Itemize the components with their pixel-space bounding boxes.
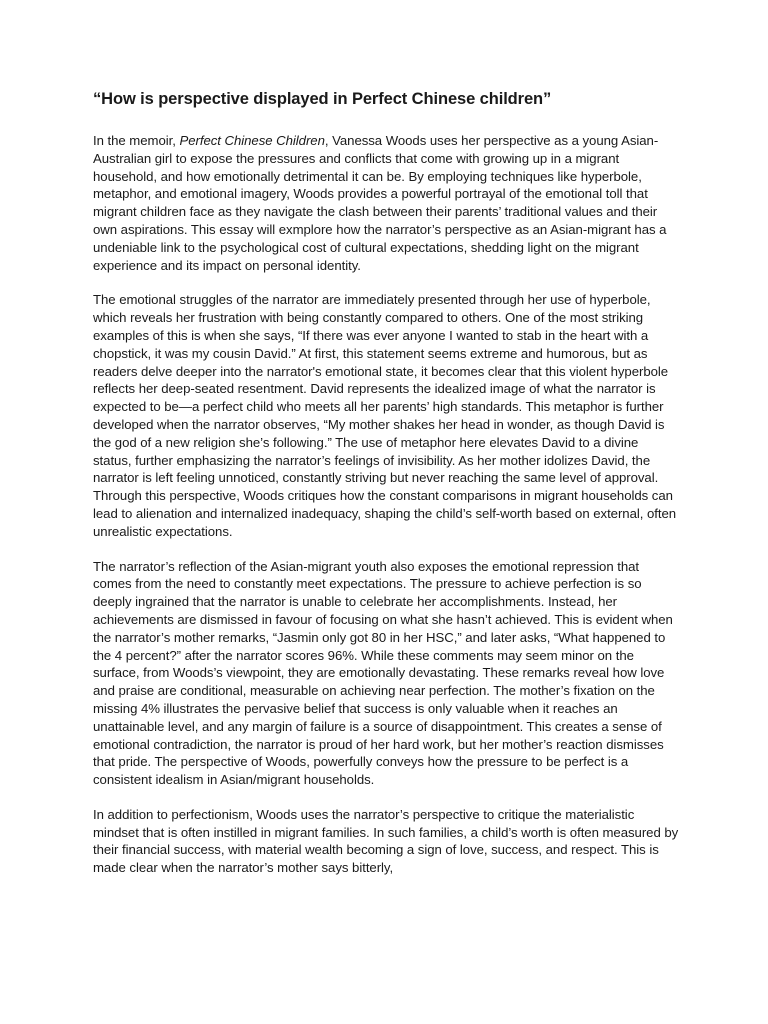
paragraph-hyperbole: The emotional struggles of the narrator are immediately presented through her use of hyperbole, which reveals her frustration with being constantly compared to others. One of the most striking examples of this is when she says, “If there was ever anyone I wanted to stab in the heart with a chopstick, it was my cousin David.” At first, this statement seems extreme and humorous, but as readers delve deeper into the narrator's emotional state, it becomes clear that this violent hyperbole reflects her deep-seated resentment. David represents the idealized image of what the narrator is expected to be—a perfect child who meets all her parents’ high standards. This metaphor is further developed when the narrator observes, “My mother shakes her head in wonder, as though David is the god of a new religion she’s following.” The use of metaphor here elevates David to a divine status, further emphasizing the narrator’s feelings of invisibility. As her mother idolizes David, the narrator is left feeling unnoticed, constantly striving but never reaching the same level of approval. Through this perspective, Woods critiques how the constant comparisons in migrant households can lead to alienation and internalized inadequacy, shaping the child’s self-worth based on external, often unrealistic expectations.	[93, 292, 677, 539]
paragraph-introduction	[93, 132, 679, 274]
paragraph-1-body: , Vanessa Woods uses her perspective as a young Asian-Australian girl to expose the pressures and conflicts that come with growing up in a migrant household, and how emotionally detrimental it can be. By employing techniques like hyperbole, metaphor, and emotional imagery, Woods provides a powerful portrayal of the emotional toll that migrant children face as they navigate the clash between their parents’ traditional values and their own aspirations. This essay will exmplore how the narrator’s perspective as an Asian-migrant has a undeniable link to the psychological cost of cultural expectations, shedding light on the migrant experience and its impact on personal identity.	[93, 133, 667, 273]
paragraph-emotional-repression: The narrator’s reflection of the Asian-migrant youth also exposes the emotional repression that comes from the need to constantly meet expectations. The pressure to achieve perfection is so deeply ingrained that the narrator is unable to celebrate her accomplishments. Instead, her achievements are dismissed in favour of focusing on what she hasn’t achieved. This is evident when the narrator’s mother remarks, “Jasmin only got 80 in her HSC,” and later asks, “What happened to the 4 percent?” after the narrator scores 96%. While these comments may seem minor on the surface, from Woods’s viewpoint, they are emotionally devastating. These remarks reveal how love and praise are conditional, measurable on achieving near perfection. The mother’s fixation on the missing 4% illustrates the pervasive belief that success is only valuable when it reaches an unattainable level, and any margin of failure is a source of disappointment. This creates a sense of emotional contradiction, the narrator is proud of her hard work, but her mother’s reaction dismisses that pride. The perspective of Woods, powerfully conveys how the pressure to be perfect is a consistent idealism in Asian/migrant households.	[93, 558, 673, 788]
paragraph-materialism: In addition to perfectionism, Woods uses the narrator’s perspective to critique the materialistic mindset that is often instilled in migrant families. In such families, a child’s worth is often measured by their financial success, with material wealth becoming a sign of love, success, and respect. This is made clear when the narrator’s mother says bitterly,	[93, 806, 679, 876]
document-page	[93, 88, 679, 894]
paragraph-1-lead: In the memoir,	[93, 133, 180, 148]
essay-title: “How is perspective displayed in Perfect Chinese children”	[93, 90, 552, 108]
book-title: Perfect Chinese Children	[179, 133, 325, 148]
